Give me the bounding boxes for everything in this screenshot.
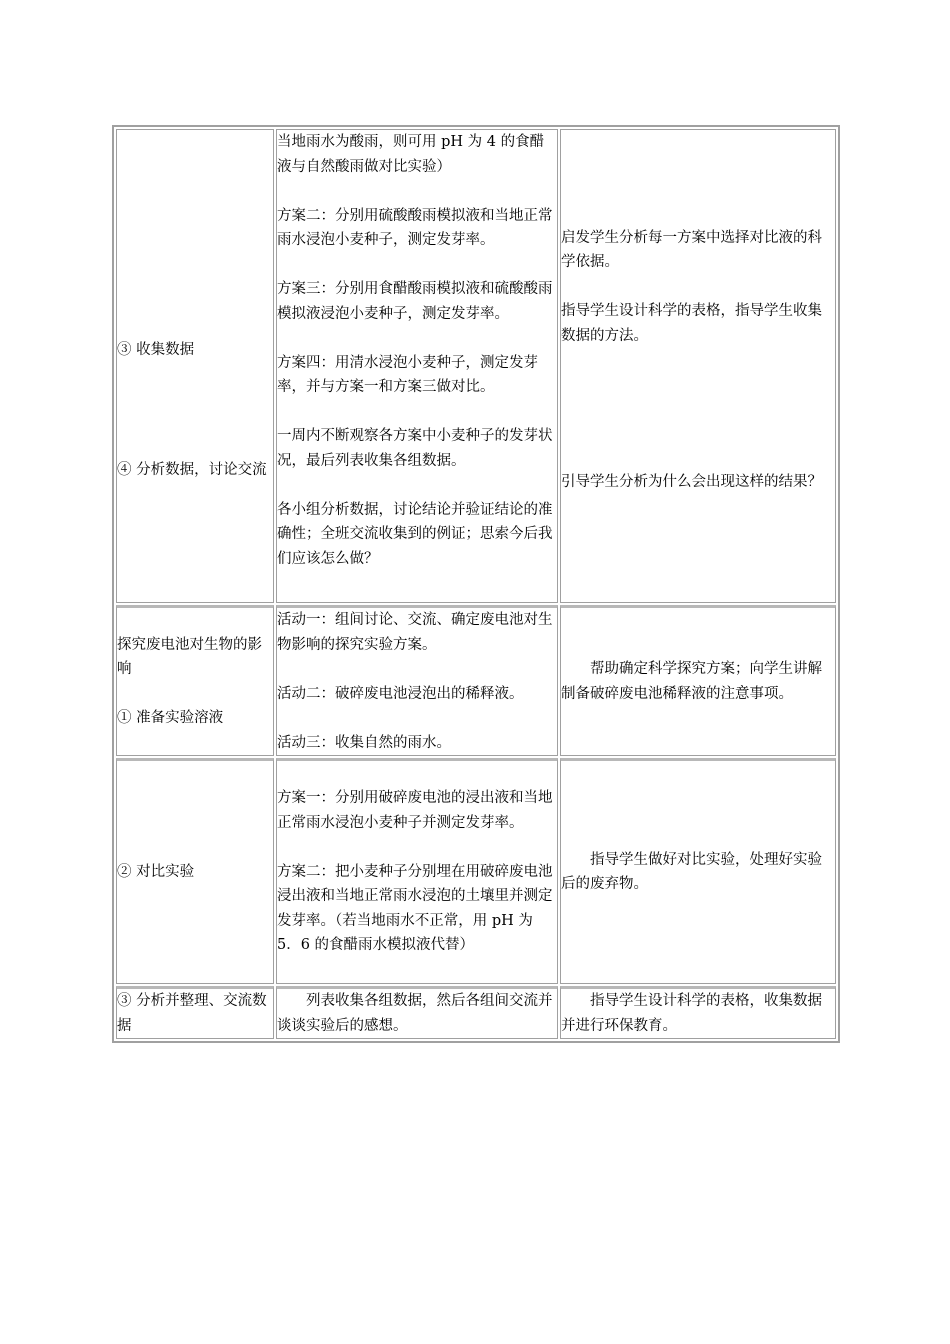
activity-text: 各小组分析数据，讨论结论并验证结论的准确性；全班交流收集到的例证；思索今后我们应该怎么做？	[277, 501, 553, 567]
activity-cell	[276, 129, 558, 603]
activity-text: 活动三：收集自然的雨水。	[277, 734, 451, 751]
guidance-text: 启发学生分析每一方案中选择对比液的科学依据。	[561, 229, 822, 270]
activity-text: 列表收集各组数据，然后各组间交流并谈谈实验后的感想。	[277, 993, 553, 1034]
activity-text: 方案一：分别用破碎废电池的浸出液和当地正常雨水浸泡小麦种子并测定发芽率。	[277, 790, 553, 831]
step-cell	[116, 986, 274, 1039]
guidance-cell	[560, 129, 836, 603]
activity-cell	[276, 758, 558, 984]
section-title: 探究废电池对生物的影响	[117, 636, 262, 677]
activity-text: 一周内不断观察各方案中小麦种子的发芽状况，最后列表收集各组数据。	[277, 428, 553, 469]
step-label: ③ 收集数据	[117, 341, 195, 358]
guidance-cell	[560, 758, 836, 984]
step-label: ② 对比实验	[117, 863, 195, 880]
guidance-text: 指导学生设计科学的表格，指导学生收集数据的方法。	[561, 303, 822, 344]
guidance-cell	[560, 986, 836, 1039]
guidance-cell	[560, 605, 836, 756]
table-row	[116, 129, 836, 603]
step-cell	[116, 605, 274, 756]
activity-cell	[276, 986, 558, 1039]
step-cell	[116, 758, 274, 984]
guidance-text: 引导学生分析为什么会出现这样的结果？	[561, 474, 822, 490]
activity-text: 方案二：把小麦种子分别埋在用破碎废电池浸出液和当地正常雨水浸泡的土壤里并测定发芽率。（若当地雨水不正常，用 pH 为 5．6 的食醋雨水模拟液代替）	[277, 863, 553, 954]
table-row	[116, 605, 836, 756]
step-label: ④ 分析数据，讨论交流	[117, 462, 267, 478]
activity-text: 方案三：分别用食醋酸雨模拟液和硫酸酸雨模拟液浸泡小麦种子，测定发芽率。	[277, 281, 553, 322]
guidance-text: 指导学生设计科学的表格，收集数据并进行环保教育。	[561, 993, 822, 1034]
activity-text: 当地雨水为酸雨，则可用 pH 为 4 的食醋液与自然酸雨做对比实验）	[277, 134, 545, 175]
step-label: ③ 分析并整理、交流数据	[117, 993, 267, 1034]
activity-text: 活动一：组间讨论、交流、确定废电池对生物影响的探究实验方案。	[277, 612, 553, 653]
lesson-plan-table	[112, 125, 840, 1043]
guidance-text: 帮助确定科学探究方案；向学生讲解制备破碎废电池稀释液的注意事项。	[561, 661, 822, 702]
step-cell	[116, 129, 274, 603]
guidance-text: 指导学生做好对比实验，处理好实验后的废弃物。	[561, 851, 822, 892]
table-row	[116, 758, 836, 984]
step-label: ① 准备实验溶液	[117, 710, 224, 726]
activity-text: 活动二：破碎废电池浸泡出的稀释液。	[277, 685, 524, 702]
activity-text: 方案四：用清水浸泡小麦种子，测定发芽率，并与方案一和方案三做对比。	[277, 354, 538, 395]
activity-text: 方案二：分别用硫酸酸雨模拟液和当地正常雨水浸泡小麦种子，测定发芽率。	[277, 207, 553, 248]
activity-cell	[276, 605, 558, 756]
table-row	[116, 986, 836, 1039]
